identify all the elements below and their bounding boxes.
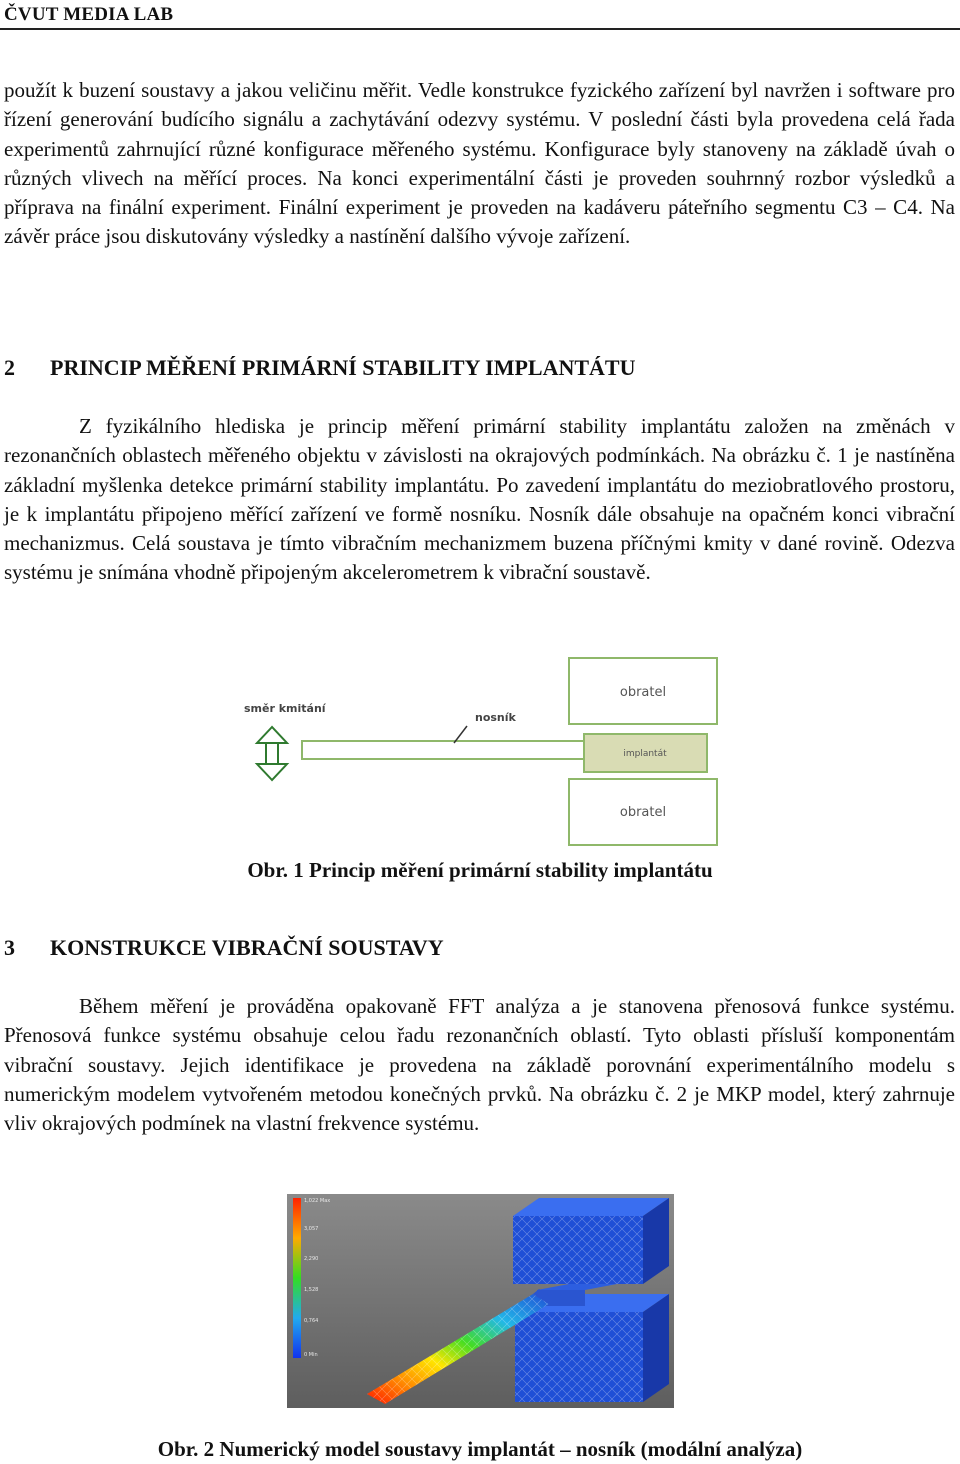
- section-3-title: KONSTRUKCE VIBRAČNÍ SOUSTAVY: [50, 935, 444, 960]
- section-2-number: 2: [4, 355, 15, 380]
- section-3-paragraph: Během měření je prováděna opakovaně FFT analýza a je stanovena přenosová funkce systému. Přenosová funkce systému obsahuje celou řadu rezonančních oblastí. Tyto oblasti přísluší komponentám vibrační soustavy. Jejich identifikace je provedena na základě porovnání experimentálního modelu s numerickým modelem vytvořeném metodou konečných prvků. Na obrázku č. 2 je MKP model, který zahrnuje vliv okrajových podmínek na vlastní frekvence systému.: [4, 994, 955, 1136]
- beam-shape: [302, 741, 585, 759]
- vertebra-bottom-label: obratel: [619, 805, 667, 820]
- figure-1-diagram: [232, 655, 722, 851]
- legend-value-2: 2,290: [304, 1256, 319, 1262]
- direction-label: směr kmitání: [244, 702, 326, 715]
- section-3-number: 3: [4, 935, 15, 960]
- section-2-title: PRINCIP MĚŘENÍ PRIMÁRNÍ STABILITY IMPLANTÁTU: [50, 355, 636, 380]
- figure-2-caption: Obr. 2 Numerický model soustavy implantát – nosník (modální analýza): [157, 1437, 803, 1461]
- section-2-paragraph: Z fyzikálního hlediska je princip měření primární stability implantátu založen na změnách v rezonančních oblastech měřeného objektu v závislosti na okrajových podmínkách. Na obrázku č. 1 je nastíněna základní myšlenka detekce primární stability implantátu. Po zavedení implantátu do meziobratlového prostoru, je k implantátu připojeno měřící zařízení ve formě nosníku. Nosník dále obsahuje na opačném konci vibrační mechanizmus. Celá soustava je tímto vibračním mechanizmem buzena příčnými kmity v dané rovině. Odezva systému je snímána vhodně připojeným akcelerometrem k vibrační soustavě.: [4, 414, 955, 585]
- legend-value-5: 0 Min: [304, 1352, 318, 1358]
- beam-label: nosník: [475, 711, 516, 724]
- legend-value-4: 0,764: [304, 1318, 319, 1324]
- figure-2-fem-model: [287, 1194, 674, 1408]
- section-3-heading: [4, 935, 444, 961]
- intro-paragraph: použít k buzení soustavy a jakou veličinu měřit. Vedle konstrukce fyzického zařízení byl navržen i software pro řízení generování budícího signálu a zachytávání odezvy systému. V poslední části byla provedena celá řada experimentů zahrnující různé konfigurace měřeného systému. Konfigurace byly stanoveny na základě úvah o různých vlivech na měřící proces. Na konci experimentální části je proveden souhrnný rozbor výsledků a příprava na finální experiment. Finální experiment je proveden na kadáveru páteřního segmentu C3 – C4. Na závěr práce jsou diskutovány výsledky a nastínění dalšího vývoje zařízení.: [4, 78, 955, 249]
- legend-value-3: 1,528: [304, 1287, 319, 1293]
- section-2-heading: [4, 355, 636, 381]
- top-vertebra-block: [513, 1198, 669, 1284]
- legend-value-0: 1,022 Max: [304, 1198, 331, 1204]
- page-header-title: ČVUT MEDIA LAB: [4, 4, 174, 25]
- header-divider: [0, 28, 960, 30]
- implant-label: implantát: [623, 749, 667, 759]
- color-legend-bar: [293, 1198, 301, 1358]
- vertebra-top-label: obratel: [619, 685, 667, 700]
- figure-1-caption: Obr. 1 Princip měření primární stability implantátu: [247, 858, 713, 882]
- double-arrow-icon: [257, 727, 287, 780]
- legend-value-1: 3,057: [304, 1226, 319, 1232]
